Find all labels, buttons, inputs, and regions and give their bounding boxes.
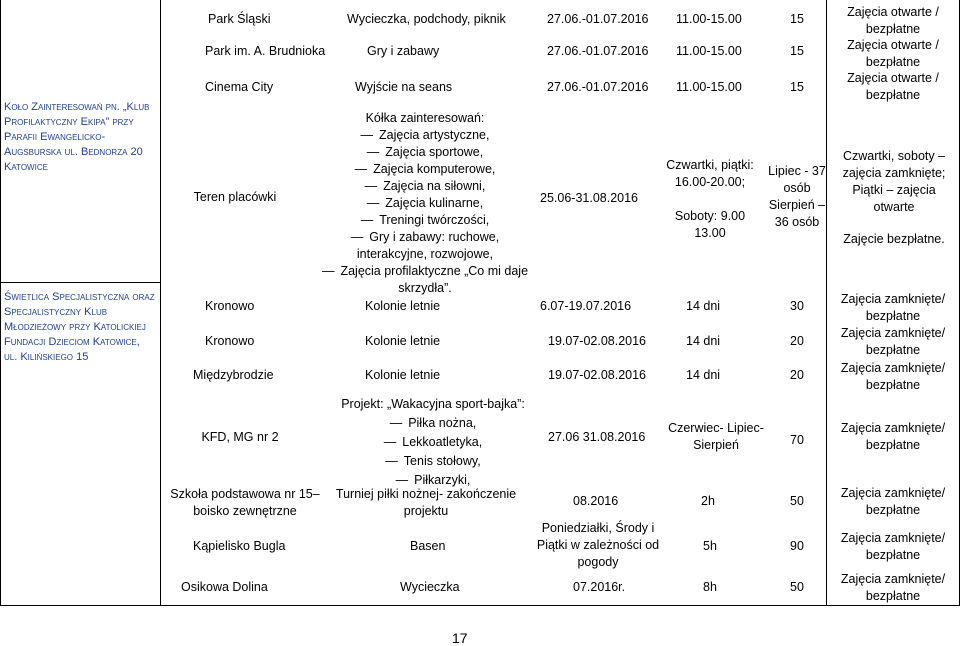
place-cell: Kronowo — [205, 334, 255, 348]
dates-cell: 19.07-02.08.2016 — [548, 368, 647, 382]
status-cell: Zajęcia otwarte / bezpłatne — [847, 71, 939, 102]
hours-cell: Soboty: 9.00 13.00 — [674, 209, 746, 240]
hours-cell: 8h — [703, 580, 717, 594]
activity-item: — Tenis stołowy, — [318, 452, 548, 471]
status-cell: Zajęcia zamknięte/ bezpłatne — [840, 486, 946, 517]
hours-cell: 14 dni — [686, 334, 721, 348]
status-cell: Zajęcia zamknięte/ bezpłatne — [840, 572, 946, 603]
organization-swietlica: Świetlica Specjalistyczna oraz Specjalistyczny Klub Młodzieżowy przy Katolickiej Fundacji Dzieciom Katowice, ul. Kilińskiego 15 — [4, 291, 155, 363]
hours-cell: Czwartki, piątki: 16.00-20.00; — [666, 158, 754, 189]
activity-item: — Zajęcia kulinarne, — [320, 195, 530, 212]
activity-cell: Wyjście na seans — [355, 80, 453, 94]
status-cell: Zajęcia otwarte / bezpłatne — [847, 5, 939, 36]
page-number: 17 — [452, 630, 468, 646]
place-cell: Kąpielisko Bugla — [193, 539, 286, 553]
place-cell: Osikowa Dolina — [181, 580, 268, 594]
status-cell: Zajęcie bezpłatne. — [843, 232, 945, 246]
count-cell: 15 — [790, 80, 804, 94]
count-cell: 20 — [790, 368, 804, 382]
place-cell: Teren placówki — [193, 190, 277, 204]
dates-cell: 27.06 31.08.2016 — [548, 430, 646, 444]
status-cell: Zajęcia otwarte / bezpłatne — [847, 38, 939, 69]
activity-cell: Kolonie letnie — [365, 299, 441, 313]
hours-cell: 11.00-15.00 — [676, 80, 742, 94]
place-cell: Międzybrodzie — [193, 368, 274, 382]
activity-cell: Gry i zabawy — [367, 44, 440, 58]
place-cell: Szkoła podstawowa nr 15– boisko zewnętrzne — [170, 487, 320, 518]
activity-item: — Zajęcia profilaktyczne „Co mi daje skrzydła”. — [320, 263, 530, 297]
activity-cell: Turniej piłki nożnej- zakończenie projektu — [335, 487, 517, 518]
dates-cell: Poniedziałki, Środy i Piątki w zależności od pogody — [536, 521, 660, 569]
status-cell: Zajęcia zamknięte/ bezpłatne — [840, 326, 946, 357]
activity-item: — Zajęcia sportowe, — [320, 144, 530, 161]
count-cell: 50 — [790, 580, 804, 594]
activity-cell: Kolonie letnie — [365, 368, 441, 382]
dates-cell: 19.07-02.08.2016 — [548, 334, 647, 348]
activity-cell: Wycieczka, podchody, piknik — [347, 12, 506, 26]
dates-cell: 25.06-31.08.2016 — [540, 191, 639, 205]
activity-item: — Treningi twórczości, — [320, 212, 530, 229]
dates-cell: 07.2016r. — [573, 580, 626, 594]
hours-cell: Czerwiec- Lipiec-Sierpień — [668, 421, 764, 452]
place-cell: KFD, MG nr 2 — [201, 430, 279, 444]
hours-cell: 11.00-15.00 — [676, 12, 742, 26]
activity-intro: Projekt: „Wakacyjna sport-bajka”: — [341, 397, 525, 411]
activity-intro: Kółka zainteresowań: — [365, 111, 485, 125]
place-cell: Park im. A. Brudnioka — [205, 44, 326, 58]
status-cell: Zajęcia zamknięte/ bezpłatne — [840, 421, 946, 452]
count-cell: 15 — [790, 12, 804, 26]
hours-cell: 11.00-15.00 — [676, 44, 742, 58]
status-cell: Zajęcia zamknięte/ bezpłatne — [840, 531, 946, 562]
count-cell: 20 — [790, 334, 804, 348]
hours-cell: 14 dni — [686, 299, 721, 313]
dates-cell: 27.06.-01.07.2016 — [547, 12, 649, 26]
dates-cell: 27.06.-01.07.2016 — [547, 80, 649, 94]
activity-item: — Piłkarzyki, — [318, 471, 548, 490]
activity-item: — Zajęcia artystyczne, — [320, 127, 530, 144]
place-cell: Kronowo — [205, 299, 255, 313]
status-cell: Zajęcia zamknięte/ bezpłatne — [840, 361, 946, 392]
activity-item: — Zajęcia komputerowe, — [320, 161, 530, 178]
activity-item: — Lekkoatletyka, — [318, 433, 548, 452]
dates-cell: 27.06.-01.07.2016 — [547, 44, 649, 58]
activity-list — [320, 110, 530, 297]
status-cell: Czwartki, soboty – zajęcia zamknięte; Piątki – zajęcia otwarte — [842, 149, 946, 214]
count-cell: 70 — [790, 433, 804, 447]
hours-cell: 5h — [703, 539, 717, 553]
activity-list — [318, 395, 548, 490]
dates-cell: 6.07-19.07.2016 — [540, 299, 632, 313]
count-cell: 90 — [790, 539, 804, 553]
place-cell: Park Śląski — [208, 12, 271, 26]
dates-cell: 08.2016 — [573, 494, 619, 508]
activity-cell: Wycieczka — [400, 580, 460, 594]
hours-cell: 2h — [701, 494, 715, 508]
organization-ekipa: Koło Zainteresowań pn. „Klub Profilaktyczny Ekipa” przy Parafii Ewangelicko-Augsburska ul. Bednorza 20 Katowice — [4, 101, 150, 173]
place-cell: Cinema City — [205, 80, 274, 94]
activity-cell: Basen — [410, 539, 446, 553]
count-cell: 30 — [790, 299, 804, 313]
status-cell: Zajęcia zamknięte/ bezpłatne — [840, 292, 946, 323]
count-cell: Lipiec - 37 osób Sierpień – 36 osób — [768, 164, 826, 229]
activity-cell: Kolonie letnie — [365, 334, 441, 348]
hours-cell: 14 dni — [686, 368, 721, 382]
activity-item: — Piłka nożna, — [318, 414, 548, 433]
activity-item: — Gry i zabawy: ruchowe, interakcyjne, rozwojowe, — [320, 229, 530, 263]
activity-item: — Zajęcia na siłowni, — [320, 178, 530, 195]
count-cell: 15 — [790, 44, 804, 58]
count-cell: 50 — [790, 494, 804, 508]
